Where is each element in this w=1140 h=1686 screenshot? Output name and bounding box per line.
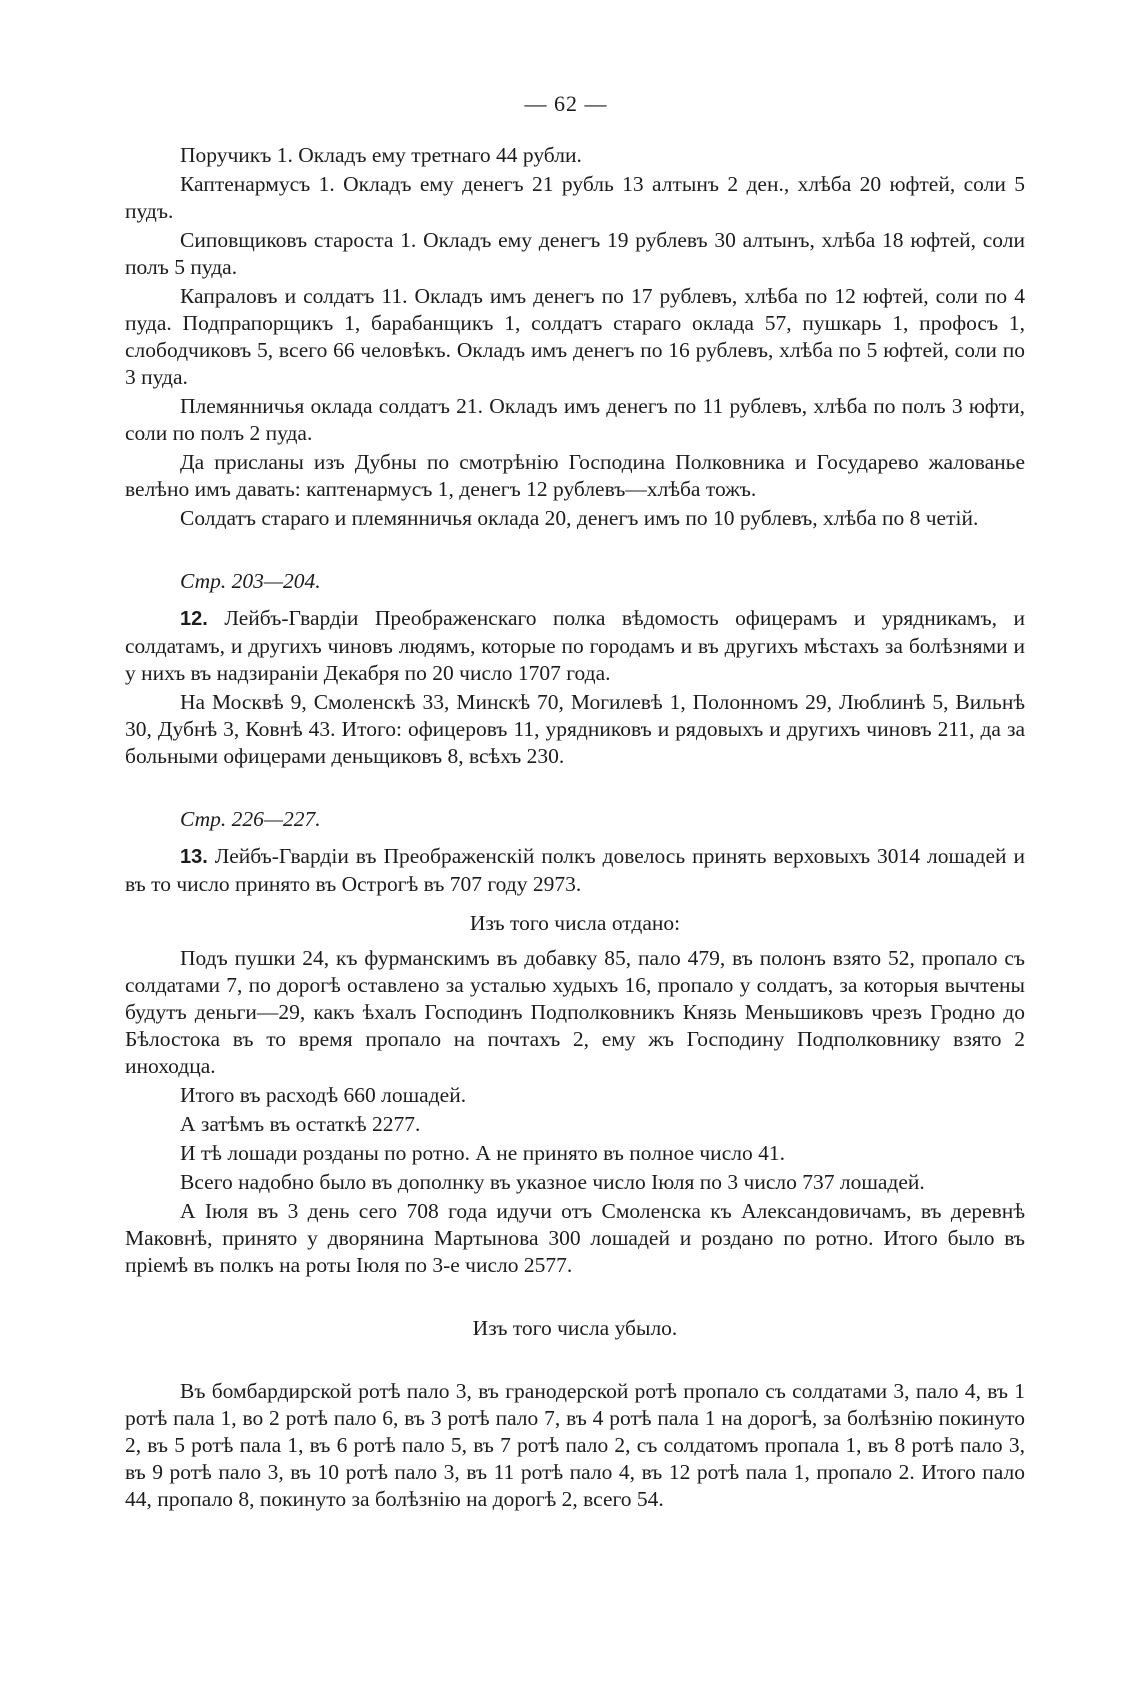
paragraph-soldat-starago: Солдатъ стараго и племянничья оклада 20, денегъ имъ по 10 рублевъ, хлѣба по 8 четій. [180, 506, 979, 530]
document-page [125, 90, 1025, 1515]
section-13 [125, 806, 1025, 1513]
paragraph-kaptenarmus: Каптенармусъ 1. Окладъ ему денегъ 21 рубль 13 алтынъ 2 ден., хлѣба 20 юфтей, соли 5 пудъ. [125, 172, 1025, 223]
section-number: 12. [180, 608, 208, 630]
subheading-ubylo: Изъ того числа убыло. [472, 1316, 678, 1340]
line-dopolnka: Всего надобно было въ дополнку въ указное число Іюля по 3 число 737 лошадей. [180, 1170, 925, 1194]
paragraph-sipovshchikov: Сиповщиковъ староста 1. Окладъ ему денегъ 19 рублевъ 30 алтынъ, хлѣба 18 юфтей, соли полъ 5 пуда. [125, 228, 1025, 279]
section-12 [125, 568, 1025, 770]
page-number: — 62 — [524, 91, 608, 116]
section-number: 13. [180, 846, 208, 868]
paragraph-otdano: Подъ пушки 24, къ фурманскимъ въ добавку 85, пало 479, въ полонъ взято 52, пропало съ солдатами 7, по дорогѣ оставлено за усталью худыхъ 16, пропало у солдатъ, за которыя вычтены будутъ деньги—29, какъ ѣхалъ Господинъ Подполковникъ Князь Меньшиковъ чрезъ Гродно до Бѣлостока въ то время пропало на почтахъ 2, ему жъ Господину Подполковнику взято 2 иноходца. [125, 946, 1025, 1078]
subheading-otdano: Изъ того числа отдано: [469, 911, 681, 935]
section-12-text: Лейбъ-Гвардіи Преображенскаго полка вѣдомость офицерамъ и урядникамъ, и солдатамъ, и другихъ чиновъ людямъ, которые по городамъ и въ другихъ мѣстахъ за болѣзнями и у нихъ въ надзираніи Декабря по 20 число 1707 года. [125, 606, 1025, 685]
page-reference: Стр. 226—227. [180, 807, 321, 831]
paragraph-plemyannichya: Племянничья оклада солдатъ 21. Окладъ имъ денегъ по 11 рублевъ, хлѣба по полъ 3 юфти, соли по полъ 2 пуда. [125, 394, 1025, 445]
officer-salary-list [125, 142, 1025, 532]
paragraph-kapralov: Капраловъ и солдатъ 11. Окладъ имъ денегъ по 17 рублевъ, хлѣба по 12 юфтей, соли по 4 пуда. Подпрапорщикъ 1, барабанщикъ 1, солдатъ стараго оклада 57, пушкарь 1, профосъ 1, слободчиковъ 5, всего 66 человѣкъ. Окладъ имъ денегъ по 16 рублевъ, хлѣба по 5 юфтей, соли по 3 пуда. [125, 284, 1025, 389]
section-12-intro [125, 605, 1025, 687]
line-ostatok: А затѣмъ въ остаткѣ 2277. [180, 1112, 421, 1136]
paragraph-poruchik: Поручикъ 1. Окладъ ему третнаго 44 рубли. [180, 143, 582, 167]
page-reference: Стр. 203—204. [180, 569, 321, 593]
paragraph-ubylo: Въ бомбардирской ротѣ пало 3, въ гранодерской ротѣ пропало съ солдатами 3, пало 4, въ 1 ротѣ пала 1, во 2 ротѣ пало 6, въ 3 ротѣ пало 7, въ 4 ротѣ пала 1 на дорогѣ, за болѣзнію покинуто 2, въ 5 ротѣ пала 1, въ 6 ротѣ пало 5, въ 7 ротѣ пало 2, съ солдатомъ пропала 1, въ 8 ротѣ пало 3, въ 9 ротѣ пало 3, въ 10 ротѣ пало 3, въ 11 ротѣ пало 4, въ 12 ротѣ пала 1, пропало 2. Итого пало 44, пропало 8, покинуто за болѣзнію на дорогѣ 2, всего 54. [125, 1379, 1025, 1511]
section-13-intro [125, 843, 1025, 898]
section-13-text: Лейбъ-Гвардіи въ Преображенскій полкъ довелось принять верховыхъ 3014 лошадей и въ то число принято въ Острогѣ въ 707 году 2973. [125, 844, 1025, 896]
line-rozdany: И тѣ лошади розданы по ротно. А не принято въ полное число 41. [180, 1141, 785, 1165]
paragraph-prislany: Да присланы изъ Дубны по смотрѣнію Господина Полковника и Государево жалованье велѣно имъ давать: каптенармусъ 1, денегъ 12 рублевъ—хлѣба тожъ. [125, 450, 1025, 501]
line-itogo-rashod: Итого въ расходѣ 660 лошадей. [180, 1083, 467, 1107]
section-12-cities: На Москвѣ 9, Смоленскѣ 33, Минскѣ 70, Могилевѣ 1, Полонномъ 29, Люблинѣ 5, Вильнѣ 30, Дубнѣ 3, Ковнѣ 43. Итого: офицеровъ 11, урядниковъ и рядовыхъ и другихъ чиновъ 211, да за больными офицерами деньщиковъ 8, всѣхъ 230. [125, 690, 1025, 768]
paragraph-makovna: А Іюля въ 3 день сего 708 года идучи отъ Смоленска къ Александовичамъ, въ деревнѣ Маковнѣ, принято у дворянина Мартынова 300 лошадей и роздано по ротно. Итого было въ пріемѣ въ полкъ на роты Іюля по 3-е число 2577. [125, 1199, 1025, 1277]
